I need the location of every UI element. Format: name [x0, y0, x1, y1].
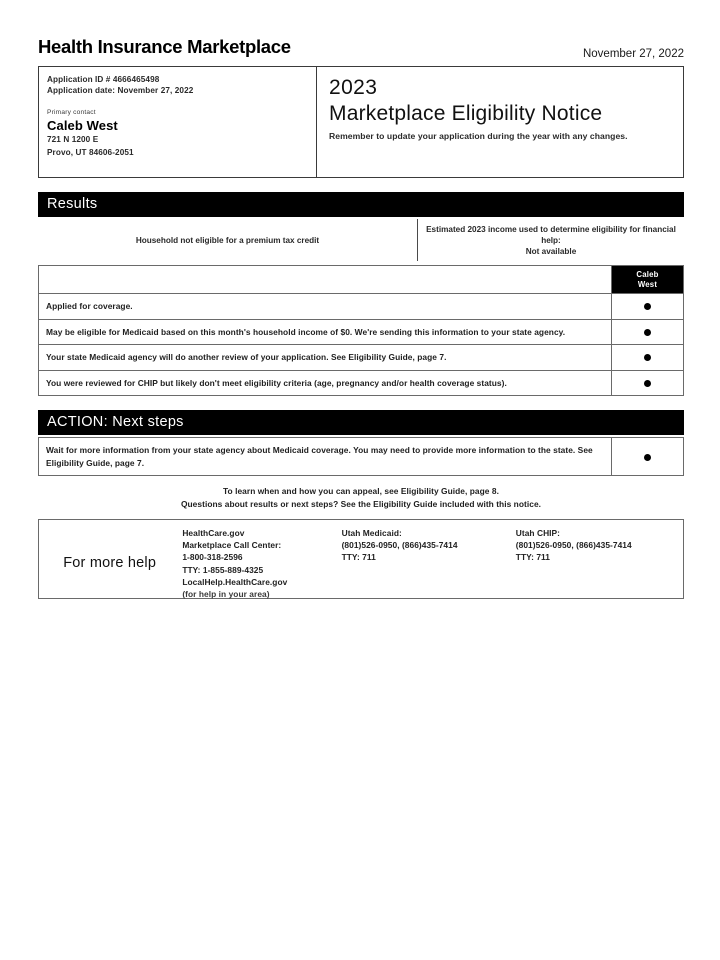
help-call-center-tty: TTY: 1-855-889-4325: [182, 564, 264, 575]
result-text: Your state Medicaid agency will do another review of your application. See Eligibility Guide, page 7.: [39, 345, 612, 371]
help-localhelp-url: LocalHelp.HealthCare.gov: [182, 576, 288, 587]
result-text: You were reviewed for CHIP but likely don't meet eligibility criteria (age, pregnancy and/or health coverage status).: [39, 370, 612, 396]
help-chip-column: [514, 527, 683, 598]
help-medicaid-phone: (801)526-0950, (866)435-7414: [341, 540, 458, 551]
table-row: [39, 370, 684, 396]
notice-title-panel: [317, 67, 683, 177]
help-chip-phone: (801)526-0950, (866)435-7414: [515, 540, 632, 551]
results-section-header: Results: [38, 192, 684, 217]
help-medicaid-label: Utah Medicaid:: [341, 528, 402, 538]
table-row: [39, 345, 684, 371]
person-header-last: West: [637, 279, 658, 289]
notice-title: Marketplace Eligibility Notice: [329, 102, 603, 125]
appeal-line-1: To learn when and how you can appeal, see Eligibility Guide, page 8.: [223, 486, 499, 496]
result-text: Applied for coverage.: [39, 294, 612, 320]
table-row: [39, 319, 684, 345]
help-medicaid-tty: TTY: 711: [341, 552, 376, 563]
result-mark: [612, 345, 684, 371]
header-box: [38, 66, 684, 178]
action-text: Wait for more information from your state agency about Medicaid coverage. You may need to provide more information to the state. See Eligibility Guide, page 7.: [39, 438, 612, 476]
help-localhelp-note: (for help in your area): [182, 589, 270, 600]
help-title: For more help: [63, 554, 157, 571]
filled-dot-icon: [644, 454, 651, 461]
result-mark: [612, 319, 684, 345]
table-row: [39, 294, 684, 320]
notice-subtitle: Remember to update your application during the year with any changes.: [329, 131, 628, 141]
filled-dot-icon: [644, 303, 651, 310]
filled-dot-icon: [644, 354, 651, 361]
application-date: Application date: November 27, 2022: [47, 86, 194, 95]
summary-income-value: Not available: [525, 246, 577, 256]
help-call-center-label: Marketplace Call Center:: [182, 540, 282, 551]
appeal-line-2: Questions about results or next steps? See the Eligibility Guide included with this notice.: [180, 498, 542, 509]
table-header-blank: [39, 266, 612, 294]
summary-income-label: Estimated 2023 income used to determine eligibility for financial help:: [426, 224, 676, 245]
result-text: May be eligible for Medicaid based on this month's household income of $0. We're sending this information to your state agency.: [39, 319, 612, 345]
action-section-header: ACTION: Next steps: [38, 410, 684, 435]
table-row: [39, 438, 684, 476]
summary-eligibility-cell: [38, 219, 418, 261]
results-summary: [38, 219, 684, 261]
table-header-row: [39, 266, 684, 294]
applicant-info-panel: [39, 67, 317, 177]
help-healthcare-gov: HealthCare.gov: [182, 528, 245, 538]
action-table: [38, 437, 684, 476]
help-chip-label: Utah CHIP:: [515, 528, 561, 538]
filled-dot-icon: [644, 329, 651, 336]
primary-contact-label: Primary contact: [47, 109, 96, 116]
notice-content: [38, 36, 684, 599]
summary-income-cell: [418, 219, 684, 261]
notice-date: November 27, 2022: [582, 48, 684, 60]
help-chip-tty: TTY: 711: [515, 552, 551, 563]
notice-year: 2023: [329, 76, 378, 99]
filled-dot-icon: [644, 380, 651, 387]
contact-address-line1: 721 N 1200 E: [47, 135, 99, 144]
help-call-center-phone: 1-800-318-2596: [182, 552, 243, 563]
result-mark: [612, 370, 684, 396]
brand-title: Health Insurance Marketplace: [38, 36, 291, 57]
appeal-info: [38, 485, 684, 510]
help-medicaid-column: [340, 527, 514, 598]
help-marketplace-column: [180, 527, 339, 598]
help-title-cell: [39, 527, 180, 598]
result-mark: [612, 294, 684, 320]
summary-eligibility-text: Household not eligible for a premium tax credit: [135, 235, 320, 245]
contact-name: Caleb West: [47, 118, 118, 133]
table-header-person: [612, 266, 684, 294]
results-table: [38, 265, 684, 396]
person-header-first: Caleb: [636, 269, 659, 279]
contact-address-line2: Provo, UT 84606-2051: [47, 148, 134, 157]
masthead: [38, 36, 684, 66]
help-box: [38, 519, 684, 599]
action-mark: [612, 438, 684, 476]
application-id: Application ID # 4666465498: [47, 75, 160, 84]
